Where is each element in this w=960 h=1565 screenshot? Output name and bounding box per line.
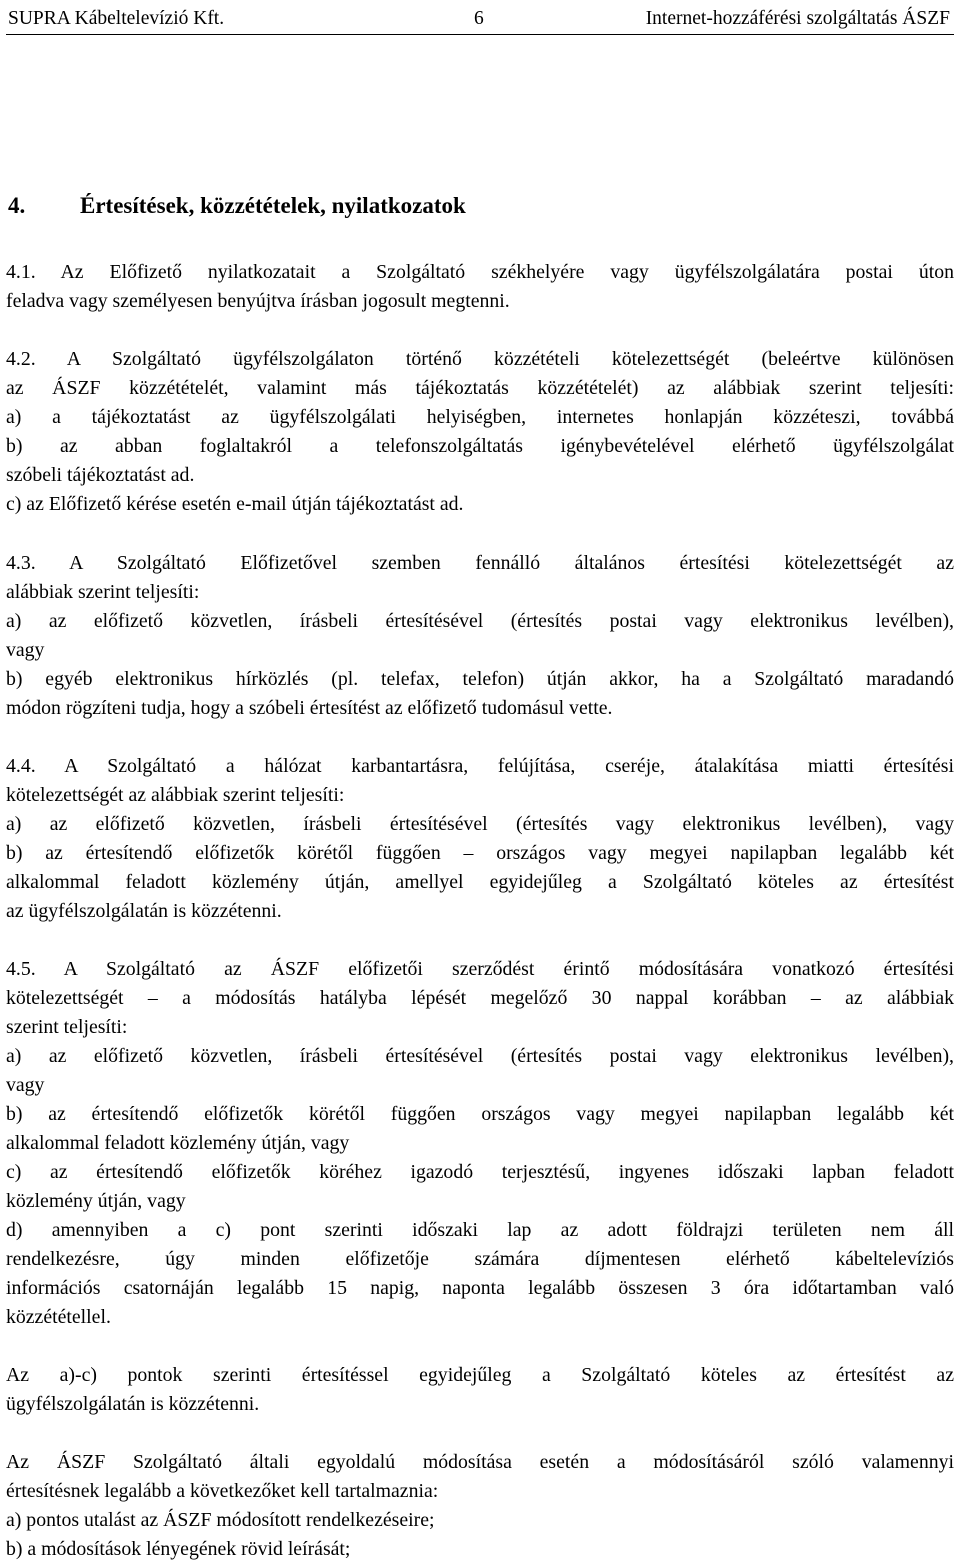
text-line: alábbiak szerint teljesíti:: [6, 581, 200, 603]
text-line: szerint teljesíti:: [6, 1016, 128, 1038]
text-line: közzététellel.: [6, 1306, 111, 1328]
text-line: b) az értesítendő előfizetők körétől függően országos vagy megyei napilapban legalább két: [6, 1103, 954, 1125]
section-number: 4.: [8, 193, 26, 218]
paragraph-4-1: [6, 258, 954, 316]
text-line: d) amennyiben a c) pont szerinti időszaki lap az adott földrajzi területen nem áll: [6, 1219, 954, 1241]
text-line: 4.3. A Szolgáltató Előfizetővel szemben fennálló általános értesítési kötelezettségét az: [6, 552, 954, 574]
text-line: Az ÁSZF Szolgáltató általi egyoldalú módosítása esetén a módosításáról szóló valamennyi: [6, 1451, 954, 1473]
text-line: a) az előfizető közvetlen, írásbeli értesítésével (értesítés vagy elektronikus levélben), vagy: [6, 813, 954, 835]
text-line: b) egyéb elektronikus hírközlés (pl. telefax, telefon) útján akkor, ha a Szolgáltató maradandó: [6, 668, 954, 690]
text-line: alkalommal feladott közlemény útján, amellyel egyidejűleg a Szolgáltató köteles az értesítést: [6, 871, 954, 893]
section-heading: [8, 190, 466, 222]
text-line: információs csatornáján legalább 15 napig, naponta legalább összesen 3 óra időtartamban való: [6, 1277, 954, 1299]
paragraph-4-4: [6, 752, 954, 926]
paragraph-4-2: [6, 345, 954, 519]
section-title: Értesítések, közzétételek, nyilatkozatok: [80, 193, 466, 218]
paragraph-a-c-note: [6, 1361, 954, 1419]
text-line: vagy: [6, 1074, 45, 1096]
header-document-title: Internet-hozzáférési szolgáltatás ÁSZF: [645, 8, 950, 29]
paragraph-4-3: [6, 549, 954, 723]
text-line: az ÁSZF közzétételét, valamint más tájékoztatás közzétételét) az alábbiak szerint teljesíti:: [6, 377, 954, 399]
text-line: a) az előfizető közvetlen, írásbeli értesítésével (értesítés postai vagy elektronikus levélben),: [6, 610, 954, 632]
text-line: c) az értesítendő előfizetők köréhez igazodó terjesztésű, ingyenes időszaki lapban feladott: [6, 1161, 954, 1183]
header-page-number: 6: [474, 8, 484, 29]
text-line: módon rögzíteni tudja, hogy a szóbeli értesítést az előfizető tudomásul vette.: [6, 697, 613, 719]
text-line: a) a tájékoztatást az ügyfélszolgálati helyiségben, internetes honlapján közzéteszi, továbbá: [6, 406, 954, 428]
text-line: feladva vagy személyesen benyújtva írásban jogosult megtenni.: [6, 290, 510, 312]
text-line: rendelkezésre, úgy minden előfizetője számára díjmentesen elérhető kábeltelevíziós: [6, 1248, 954, 1270]
text-line: értesítésnek legalább a következőket kell tartalmaznia:: [6, 1480, 439, 1502]
header-rule: [6, 34, 954, 35]
text-line: b) az értesítendő előfizetők körétől függően – országos vagy megyei napilapban legalább két: [6, 842, 954, 864]
text-line: kötelezettségét – a módosítás hatályba lépését megelőző 30 nappal korábban – az alábbiak: [6, 987, 954, 1009]
text-line: 4.5. A Szolgáltató az ÁSZF előfizetői szerződést érintő módosítására vonatkozó értesítési: [6, 958, 954, 980]
paragraph-4-5: [6, 955, 954, 1332]
text-line: b) az abban foglaltakról a telefonszolgáltatás igénybevételével elérhető ügyfélszolgálat: [6, 435, 954, 457]
text-line: ügyfélszolgálatán is közzétenni.: [6, 1393, 260, 1415]
text-line: c) az Előfizető kérése esetén e-mail útján tájékoztatást ad.: [6, 493, 464, 515]
text-line: 4.4. A Szolgáltató a hálózat karbantartásra, felújítása, cseréje, átalakítása miatti értesítési: [6, 755, 954, 777]
page-header: [8, 6, 950, 36]
text-line: közlemény útján, vagy: [6, 1190, 186, 1212]
text-line: kötelezettségét az alábbiak szerint teljesíti:: [6, 784, 345, 806]
text-line: 4.2. A Szolgáltató ügyfélszolgálaton történő közzétételi kötelezettségét (beleértve különösen: [6, 348, 954, 370]
text-line: alkalommal feladott közlemény útján, vagy: [6, 1132, 350, 1154]
text-line: a) az előfizető közvetlen, írásbeli értesítésével (értesítés postai vagy elektronikus levélben),: [6, 1045, 954, 1067]
paragraph-aszf-modification: [6, 1448, 954, 1564]
text-line: vagy: [6, 639, 45, 661]
text-line: szóbeli tájékoztatást ad.: [6, 464, 195, 486]
text-line: Az a)-c) pontok szerinti értesítéssel egyidejűleg a Szolgáltató köteles az értesítést az: [6, 1364, 954, 1386]
text-line: az ügyfélszolgálatán is közzétenni.: [6, 900, 282, 922]
text-line: b) a módosítások lényegének rövid leírását;: [6, 1538, 351, 1560]
text-line: 4.1. Az Előfizető nyilatkozatait a Szolgáltató székhelyére vagy ügyfélszolgálatára postai úton: [6, 261, 954, 283]
text-line: a) pontos utalást az ÁSZF módosított rendelkezéseire;: [6, 1509, 435, 1531]
header-company: SUPRA Kábeltelevízió Kft.: [8, 8, 225, 29]
